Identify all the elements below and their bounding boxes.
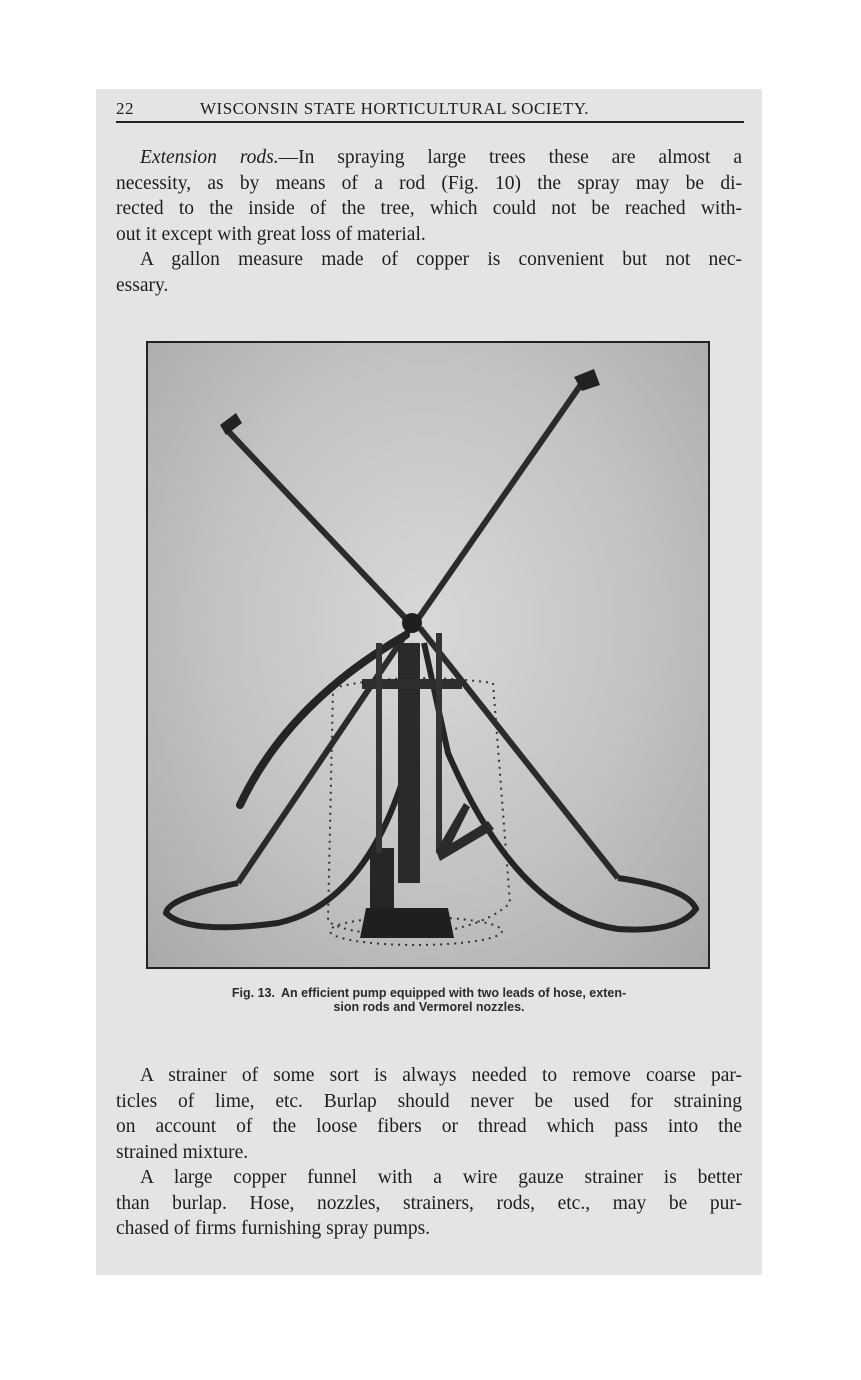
page-header — [116, 97, 742, 121]
figure-spray-pump — [146, 341, 710, 969]
header-rule — [116, 121, 744, 123]
paragraph-strainer — [116, 1063, 742, 1165]
text-line: rected to the inside of the tree, which could not be reached with- — [116, 198, 742, 219]
text-line: ticles of lime, etc. Burlap should never be used for straining — [116, 1090, 742, 1112]
text-line: A large copper funnel with a wire gauze strainer is better — [140, 1167, 742, 1188]
text-line: necessity, as by means of a rod (Fig. 10) the spray may be di- — [116, 172, 742, 194]
text-line: A gallon measure made of copper is convenient but not nec- — [140, 249, 742, 270]
running-title: WISCONSIN STATE HORTICULTURAL SOCIETY. — [200, 99, 590, 118]
paragraph-extension-rods — [116, 145, 742, 247]
paragraph-lead: Extension rods. — [140, 147, 279, 168]
text-line: strained mixture. — [116, 1141, 249, 1163]
figure-label: Fig. 13. — [231, 986, 275, 1000]
text-line: Extension rods.—In spraying large trees these are almost a — [140, 147, 742, 168]
text-line: A strainer of some sort is always needed to remove coarse par- — [140, 1065, 742, 1086]
paragraph-copper-funnel — [116, 1165, 742, 1242]
text-line: than burlap. Hose, nozzles, strainers, rods, etc., may be pur- — [116, 1192, 742, 1214]
caption-line: Fig. 13. An efficient pump equipped with two leads of hose, exten- — [231, 986, 627, 1000]
paragraph-gallon-measure — [116, 247, 742, 298]
book-page — [96, 89, 762, 1275]
spray-pump-illustration — [148, 343, 708, 967]
text-line: on account of the loose fibers or thread which pass into the — [116, 1116, 742, 1137]
figure-caption — [156, 986, 702, 1014]
text-line: chased of firms furnishing spray pumps. — [116, 1218, 431, 1239]
page-number: 22 — [116, 99, 134, 118]
caption-line: sion rods and Vermorel nozzles. — [333, 1000, 525, 1014]
text-line: essary. — [116, 274, 169, 296]
text-line: out it except with great loss of material. — [116, 223, 426, 245]
